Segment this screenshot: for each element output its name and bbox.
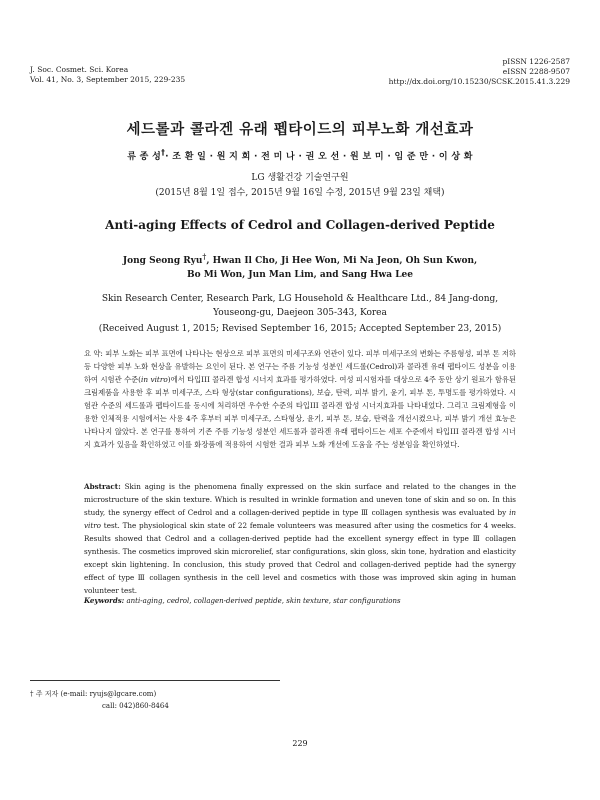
korean-dates: (2015년 8월 1일 접수, 2015년 9월 16일 수정, 2015년 9월 23일 채택) [155,188,445,198]
english-affiliation-line1: Skin Research Center, Research Park, LG Household & Healthcare Ltd., 84 Jang-dong, [101,294,499,304]
english-authors-line2: Bo Mi Won, Jun Man Lim, and Sang Hwa Lee [186,270,414,280]
korean-first-author: 류 종 성 [127,152,162,162]
journal-volume: Vol. 41, No. 3, September 2015, 229-235 [30,75,186,84]
keywords-label: Keywords: [84,596,125,605]
doi-link[interactable]: http://dx.doi.org/10.15230/SCSK.2015.41.3.229 [388,77,570,86]
issn-header [389,57,570,87]
english-affiliation [0,292,600,336]
dagger-mark: † [202,252,207,261]
footnote-call: call: 042)860-8464 [102,702,169,710]
journal-header [30,65,185,85]
page-number: 229 [292,739,308,748]
english-first-author: Jong Seong Ryu [122,256,203,266]
korean-authors [0,148,600,162]
pissn: pISSN 1226-2587 [502,57,570,66]
dagger-mark: † [161,148,166,157]
korean-title: 세드롤과 콜라겐 유래 펩타이드의 피부노화 개선효과 [126,122,474,138]
korean-other-authors: · 조 환 일 · 원 지 희 · 전 미 나 · 권 오 선 · 원 보 미 · 임 준 만 · 이 상 화 [165,152,473,162]
korean-affiliation: LG 생활건강 기술연구원 [251,173,349,183]
footnote-divider [30,680,280,681]
english-authors [0,250,600,282]
eissn: eISSN 2288-9507 [502,67,570,76]
footnote [30,688,169,712]
abstract-label: Abstract: [84,482,121,491]
footnote-email: † 주 저자 (e-mail: ryujs@lgcare.com) [30,690,157,698]
journal-name: J. Soc. Cosmet. Sci. Korea [30,65,129,74]
keywords [84,596,516,605]
keywords-list: anti-aging, cedrol, collagen-derived peptide, skin texture, star configurations [124,597,401,605]
korean-abstract: 요 약: 피부 노화는 피부 표면에 나타나는 현상으로 피부 표면의 미세구조와 연관이 있다. 피부 미세구조의 변화는 주름형성, 피부 톤 저하 등 다양한 피부 노화 현상을 유발하는 요인이 된다. 본 연구는 주름 기능성 성분인 세드롤(Cedrol)과 콜라겐 유래 펩타이드 성분을 이용하여 시험관 수준(in vitro)에서 타입III 콜라겐 합성 시너지 효과를 평가하였다. 여성 피시험자를 대상으로 4주 동안 상기 원료가 함유된 크림제품을 사용한 후 피부 미세구조, 스타 형상(star configurations), 보습, 탄력, 피부 밝기, 윤기, 피부 톤, 투명도를 평가하였다. 시험관 수준의 세드롤과 펩타이드를 동시에 처리하면 우수한 수준의 타입III 콜라겐 합성 시너지효과를 나타내었다. 그리고 크림제형을 이용한 인체적용 시험에서는 사용 4주 후부터 피부 미세구조, 스타형상, 윤기, 피부 톤, 보습, 탄력을 개선시켰으나, 피부 밝기 개선 효능은 나타나지 않았다. 본 연구를 통하여 기존 주름 기능성 성분인 세드롤과 콜라겐 유래 펩타이드는 세포 수준에서 타입III 콜라겐 합성 시너지 효과가 있음을 확인하였고 이를 화장품에 적용하여 시험한 결과 피부 노화 개선에 도움을 주는 성분임을 확인하였다. [84,349,516,449]
english-abstract: Abstract: Skin aging is the phenomena finally expressed on the skin surface and related to the changes in the microstructure of the skin texture. Which is resulted in wrinkle formation and uneven tone of skin and so on. In this study, the synergy effect of Cedrol and a collagen-derived peptide in type Ⅲ collagen synthesis was evaluated by in vitro test. The physiological skin state of 22 female volunteers was measured after using the cosmetics for 4 weeks. Results showed that Cedrol and a collagen-derived peptide had the excellent synergy effect in type Ⅲ collagen synthesis. The cosmetics improved skin microrelief, star configurations, skin gloss, skin tone, hydration and elasticity except skin lightening. In conclusion, this study proved that Cedrol and collagen-derived peptide had the synergy effect of type Ⅲ collagen synthesis in the cell level and cosmetics with those was improved skin aging in human volunteer test. [84,482,516,595]
english-dates: (Received August 1, 2015; Revised September 16, 2015; Accepted September 23, 2015) [98,324,502,334]
english-title: Anti-aging Effects of Cedrol and Collagen-derived Peptide [105,218,495,232]
english-affiliation-line2: Youseong-gu, Daejeon 305-343, Korea [213,308,387,318]
english-authors-line1: , Hwan Il Cho, Ji Hee Won, Mi Na Jeon, Oh Sun Kwon, [206,256,478,266]
